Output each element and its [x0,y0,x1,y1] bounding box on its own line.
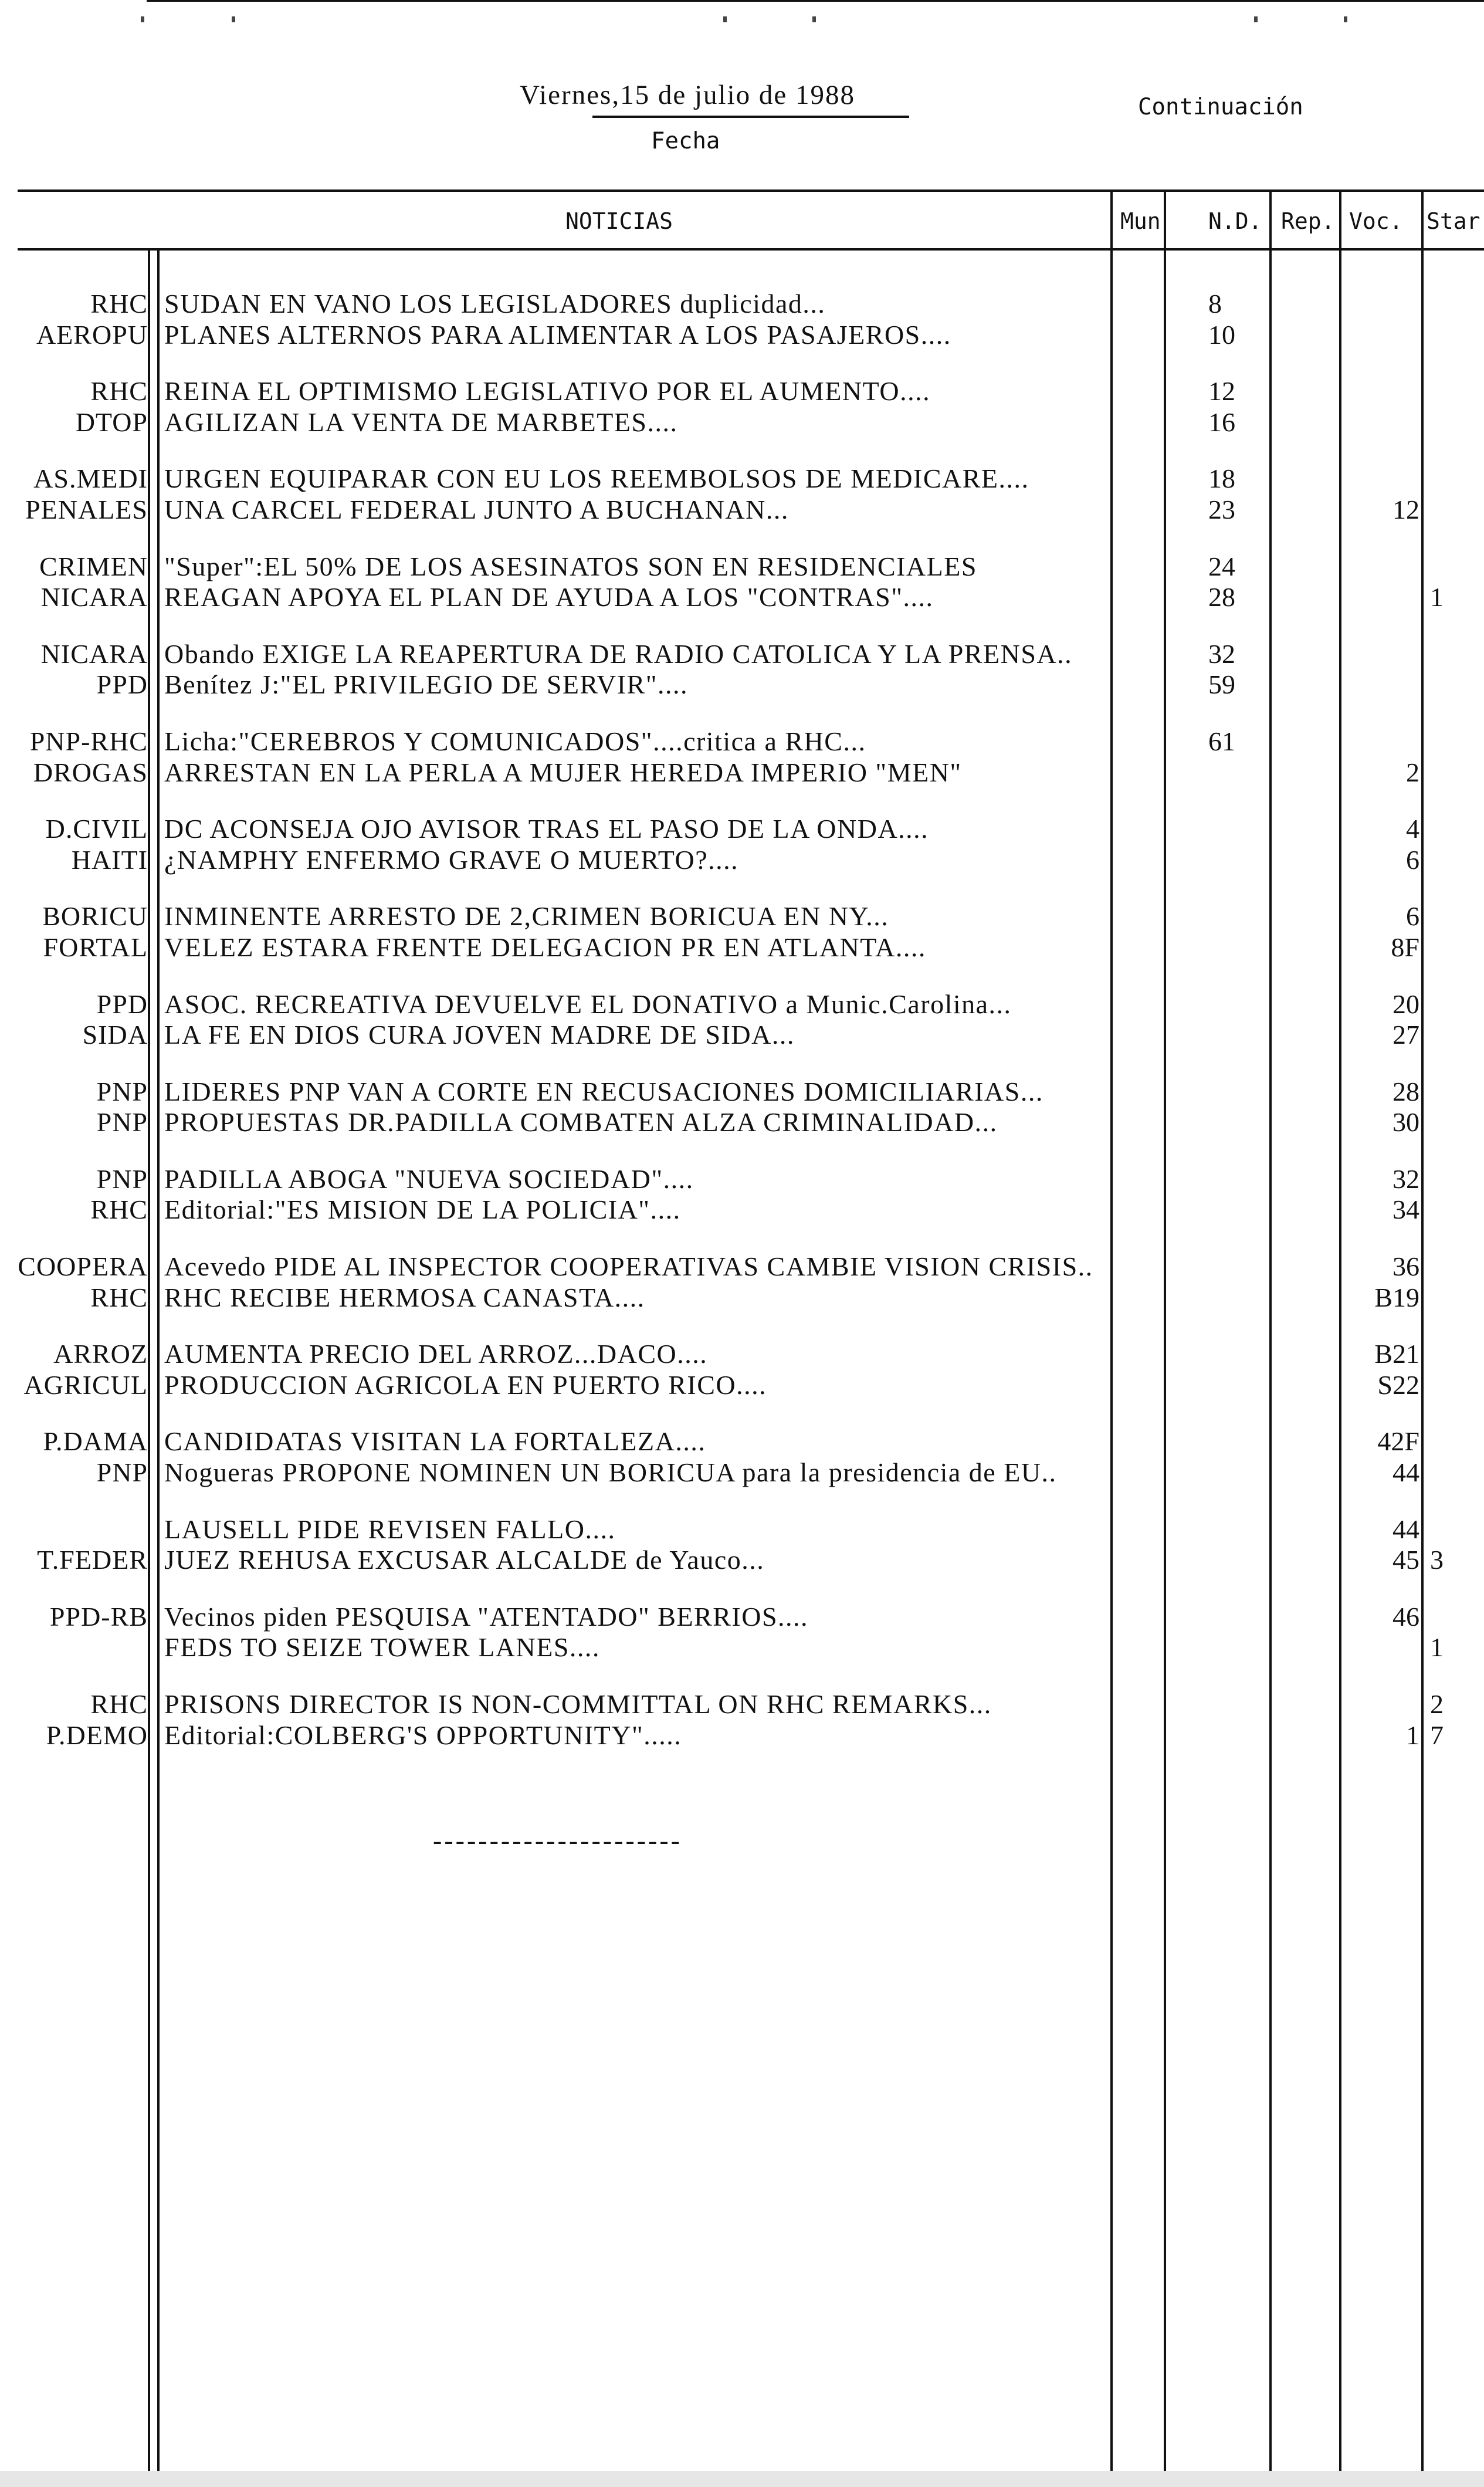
headline-cell: JUEZ REHUSA EXCUSAR ALCALDE de Yauco... [164,1545,765,1575]
mark [1254,16,1258,22]
voc-cell: B21 [1374,1339,1419,1369]
headline-cell: LA FE EN DIOS CURA JOVEN MADRE DE SIDA... [164,1020,795,1050]
voc-cell: 1 [1406,1720,1419,1750]
headline-cell: PLANES ALTERNOS PARA ALIMENTAR A LOS PASAJEROS.... [164,319,951,350]
headline-cell: VELEZ ESTARA FRENTE DELEGACION PR EN ATLANTA.... [164,932,926,962]
section-cell: AGRICUL [23,1369,148,1400]
section-cell: P.DEMO [46,1720,148,1750]
headline-cell: SUDAN EN VANO LOS LEGISLADORES duplicidad... [164,289,826,319]
column-header-noticias: NOTICIAS [565,208,673,234]
table-row [0,989,1484,1020]
star-cell: 1 [1430,1632,1444,1663]
table-row [0,1370,1484,1401]
voc-cell: 28 [1392,1076,1419,1107]
section-cell: RHC [90,289,148,319]
table-row [0,757,1484,789]
table-row [0,1545,1484,1576]
section-cell: RHC [90,1282,148,1312]
headline-cell: ARRESTAN EN LA PERLA A MUJER HEREDA IMPERIO "MEN" [164,757,962,787]
voc-cell: 32 [1392,1163,1419,1194]
section-cell: NICARA [40,582,148,613]
mark [1344,16,1347,22]
star-cell: 7 [1430,1720,1444,1750]
nd-cell: 12 [1208,376,1235,407]
headline-cell: REAGAN APOYA EL PLAN DE AYUDA A LOS "CONTRAS".... [164,582,934,613]
star-cell: 3 [1430,1545,1444,1575]
table-row [0,407,1484,438]
table-row [0,1514,1484,1545]
headline-cell: Obando EXIGE LA REAPERTURA DE RADIO CATOLICA Y LA PRENSA.. [164,638,1073,669]
nd-cell: 32 [1208,638,1235,669]
nd-cell: 16 [1208,407,1235,437]
voc-cell: 42F [1377,1426,1419,1457]
mark [812,16,816,22]
table-row [0,639,1484,670]
headline-cell: Acevedo PIDE AL INSPECTOR COOPERATIVAS CAMBIE VISION CRISIS.. [164,1251,1093,1282]
voc-cell: 45 [1392,1545,1419,1575]
section-cell: HAITI [71,844,148,875]
section-cell: RHC [90,376,148,407]
section-cell: PNP [96,1107,148,1138]
date-underline [592,116,909,118]
mark [141,16,144,22]
voc-cell: 8F [1391,932,1419,962]
table-row [0,495,1484,526]
nd-cell: 8 [1208,289,1222,319]
table-row [0,1251,1484,1283]
section-cell: FORTAL [43,932,148,962]
nd-cell: 59 [1208,669,1235,700]
table-row [0,669,1484,701]
headline-cell: Editorial:"ES MISION DE LA POLICIA".... [164,1195,681,1225]
section-cell: T.FEDER [37,1545,148,1575]
section-cell: PPD [96,669,148,700]
voc-cell: 34 [1392,1195,1419,1225]
table-row [0,463,1484,495]
headline-cell: "Super":EL 50% DE LOS ASESINATOS SON EN RESIDENCIALES [164,551,977,581]
table-row [0,582,1484,613]
table-row [0,1020,1484,1051]
headline-cell: RHC RECIBE HERMOSA CANASTA.... [164,1282,645,1312]
table-top-rule [18,190,1484,192]
section-cell: RHC [90,1689,148,1719]
voc-cell: 27 [1392,1020,1419,1050]
table-row [0,901,1484,932]
section-cell: DROGAS [33,757,148,787]
headline-cell: URGEN EQUIPARAR CON EU LOS REEMBOLSOS DE MEDICARE.... [164,463,1029,494]
column-header-rep: Rep. [1281,208,1335,234]
section-cell: PPD-RB [49,1601,148,1632]
voc-cell: 4 [1406,814,1419,844]
section-cell: D.CIVIL [45,814,148,844]
section-cell: SIDA [82,1020,148,1050]
voc-cell: 12 [1392,494,1419,525]
table-row [0,1720,1484,1751]
table-row [0,1632,1484,1663]
section-cell: PNP-RHC [29,726,148,756]
nd-cell: 10 [1208,319,1235,350]
news-rows [0,289,1484,1751]
table-row [0,1077,1484,1108]
nd-cell: 24 [1208,551,1235,581]
top-edge-rule [147,0,1484,2]
headline-cell: LAUSELL PIDE REVISEN FALLO.... [164,1514,616,1544]
headline-cell: Nogueras PROPONE NOMINEN UN BORICUA para la presidencia de EU.. [164,1457,1057,1488]
headline-cell: LIDERES PNP VAN A CORTE EN RECUSACIONES DOMICILIARIAS... [164,1076,1043,1107]
voc-cell: 20 [1392,989,1419,1019]
continuation-label: Continuación [1138,94,1303,120]
headline-cell: PRODUCCION AGRICOLA EN PUERTO RICO.... [164,1369,767,1400]
table-row [0,1426,1484,1457]
table-row [0,1689,1484,1720]
voc-cell: 44 [1392,1457,1419,1488]
headline-cell: PROPUESTAS DR.PADILLA COMBATEN ALZA CRIMINALIDAD... [164,1107,998,1138]
column-header-voc: Voc. [1349,208,1403,234]
table-row [0,1107,1484,1138]
headline-cell: CANDIDATAS VISITAN LA FORTALEZA.... [164,1426,706,1457]
scan-bottom-edge [0,2471,1484,2487]
nd-cell: 23 [1208,494,1235,525]
table-row [0,289,1484,320]
voc-cell: 30 [1392,1107,1419,1138]
voc-cell: 36 [1392,1251,1419,1282]
headline-cell: Editorial:COLBERG'S OPPORTUNITY"..... [164,1720,682,1750]
section-cell: PNP [96,1457,148,1488]
headline-cell: AGILIZAN LA VENTA DE MARBETES.... [164,407,678,437]
headline-cell: REINA EL OPTIMISMO LEGISLATIVO POR EL AUMENTO.... [164,376,931,407]
headline-cell: UNA CARCEL FEDERAL JUNTO A BUCHANAN... [164,494,789,525]
voc-cell: 6 [1406,844,1419,875]
table-row [0,551,1484,583]
mark [723,16,727,22]
page-date: Viernes,15 de julio de 1988 [520,80,855,110]
voc-cell: 2 [1406,757,1419,787]
section-cell: PNP [96,1076,148,1107]
column-header-mun: Mun [1120,208,1161,234]
section-cell: CRIMEN [39,551,148,581]
voc-cell: 46 [1392,1601,1419,1632]
section-cell: NICARA [40,638,148,669]
table-header-rule [18,248,1484,251]
footer-rule: ---------------------- [433,1825,683,1855]
table-row [0,1195,1484,1226]
headline-cell: Vecinos piden PESQUISA "ATENTADO" BERRIOS.... [164,1601,809,1632]
headline-cell: PRISONS DIRECTOR IS NON-COMMITTAL ON RHC REMARKS... [164,1689,992,1719]
section-cell: PENALES [25,494,148,525]
date-label: Fecha [651,128,720,154]
section-cell: ARROZ [53,1339,148,1369]
voc-cell: S22 [1377,1369,1419,1400]
section-cell: DTOP [75,407,148,437]
section-cell: AEROPU [36,319,148,350]
section-cell: COOPERA [18,1251,148,1282]
nd-cell: 18 [1208,463,1235,494]
voc-cell: B19 [1374,1282,1419,1312]
headline-cell: Licha:"CEREBROS Y COMUNICADOS"....critica a RHC... [164,726,866,756]
table-row [0,1164,1484,1195]
table-row [0,1283,1484,1314]
table-row [0,1602,1484,1633]
section-cell: RHC [90,1195,148,1225]
table-row [0,845,1484,876]
section-cell: AS.MEDI [33,463,148,494]
column-header-star: Star [1427,208,1480,234]
headline-cell: INMINENTE ARRESTO DE 2,CRIMEN BORICUA EN NY... [164,901,889,932]
voc-cell: 6 [1406,901,1419,932]
nd-cell: 28 [1208,582,1235,613]
headline-cell: Benítez J:"EL PRIVILEGIO DE SERVIR".... [164,669,689,700]
table-row [0,814,1484,845]
table-row [0,376,1484,407]
headline-cell: ¿NAMPHY ENFERMO GRAVE O MUERTO?.... [164,844,739,875]
headline-cell: AUMENTA PRECIO DEL ARROZ...DACO.... [164,1339,708,1369]
table-row [0,726,1484,757]
nd-cell: 61 [1208,726,1235,756]
section-cell: PNP [96,1163,148,1194]
section-cell: P.DAMA [43,1426,148,1457]
table-row [0,1457,1484,1488]
voc-cell: 44 [1392,1514,1419,1544]
section-cell: BORICU [42,901,148,932]
table-row [0,320,1484,351]
column-header-nd: N.D. [1208,208,1262,234]
mark [232,16,235,22]
star-cell: 1 [1430,582,1444,613]
section-cell: PPD [96,989,148,1019]
table-row [0,1339,1484,1370]
headline-cell: ASOC. RECREATIVA DEVUELVE EL DONATIVO a Munic.Carolina... [164,989,1012,1019]
headline-cell: DC ACONSEJA OJO AVISOR TRAS EL PASO DE LA ONDA.... [164,814,929,844]
table-row [0,932,1484,963]
headline-cell: FEDS TO SEIZE TOWER LANES.... [164,1632,600,1663]
star-cell: 2 [1430,1689,1444,1719]
headline-cell: PADILLA ABOGA "NUEVA SOCIEDAD".... [164,1163,694,1194]
